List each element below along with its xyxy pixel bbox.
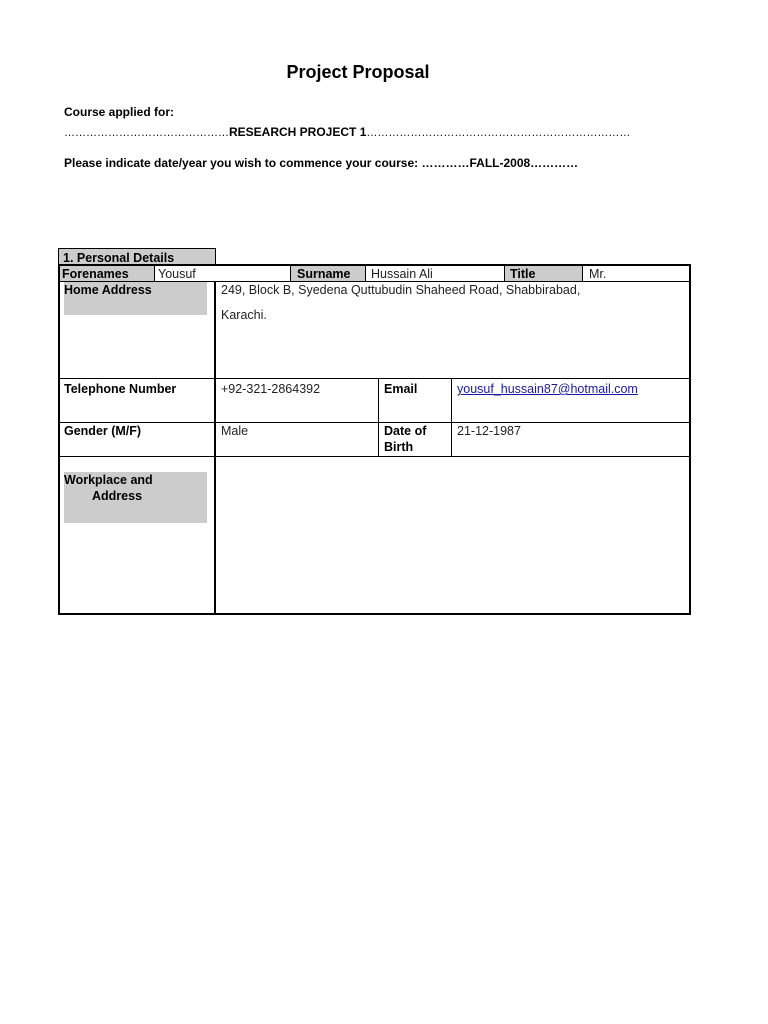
commence-dots-right: ………… xyxy=(530,156,579,170)
column-separator xyxy=(451,379,452,456)
commence-label: Please indicate date/year you wish to commence your course: xyxy=(64,156,419,170)
course-dots-left: ……………………………………… xyxy=(64,127,229,139)
course-line xyxy=(64,125,630,139)
workplace-label-line1: Workplace and xyxy=(64,473,153,487)
commence-line xyxy=(64,156,578,170)
surname-label: Surname xyxy=(291,265,365,282)
workplace-label xyxy=(64,472,207,523)
course-value: RESEARCH PROJECT 1 xyxy=(229,125,367,139)
column-separator xyxy=(378,379,379,456)
forenames-value: Yousuf xyxy=(158,267,196,281)
personal-details-table xyxy=(58,248,691,615)
telephone-label: Telephone Number xyxy=(64,382,177,396)
workplace-label-line2: Address xyxy=(92,489,143,503)
telephone-value: +92-321-2864392 xyxy=(221,382,321,396)
column-separator xyxy=(214,282,216,614)
row-separator xyxy=(58,281,691,282)
title-label: Title xyxy=(505,265,582,282)
course-label: Course applied for: xyxy=(64,105,175,119)
forenames-label: Forenames xyxy=(58,265,154,282)
home-address-line1: 249, Block B, Syedena Quttubudin Shaheed Road, Shabbirabad, xyxy=(221,283,581,297)
email-label: Email xyxy=(384,382,418,396)
dob-label-line1: Date of xyxy=(384,424,427,438)
gender-value: Male xyxy=(221,424,249,438)
row-separator xyxy=(58,422,691,423)
table-border-left xyxy=(58,264,60,615)
home-address-value xyxy=(221,282,681,362)
email-link[interactable]: yousuf_hussain87@hotmail.com xyxy=(457,382,638,396)
course-dots-right: ……………………………………………………………… xyxy=(366,127,631,139)
table-border-bottom xyxy=(58,613,691,615)
table-border-right xyxy=(689,264,691,615)
section-title: 1. Personal Details xyxy=(58,248,216,265)
dob-label-line2: Birth xyxy=(384,440,414,454)
gender-label: Gender (M/F) xyxy=(64,424,142,438)
column-separator xyxy=(290,265,291,282)
home-address-label: Home Address xyxy=(64,282,207,315)
dob-value: 21-12-1987 xyxy=(457,424,521,438)
surname-value: Hussain Ali xyxy=(371,267,433,281)
column-separator xyxy=(582,265,583,282)
home-address-line2: Karachi. xyxy=(221,308,267,322)
title-value: Mr. xyxy=(589,267,607,281)
column-separator xyxy=(154,265,155,282)
workplace-value-area[interactable] xyxy=(216,457,689,614)
row-separator xyxy=(58,378,691,379)
column-separator xyxy=(365,265,366,282)
page-title: Project Proposal xyxy=(286,62,430,82)
commence-value: FALL-2008 xyxy=(469,156,531,170)
row-separator xyxy=(58,456,691,457)
table-border-top xyxy=(58,264,691,266)
commence-dots-left: ………… xyxy=(421,156,470,170)
column-separator xyxy=(504,265,505,282)
dob-label xyxy=(384,423,450,457)
